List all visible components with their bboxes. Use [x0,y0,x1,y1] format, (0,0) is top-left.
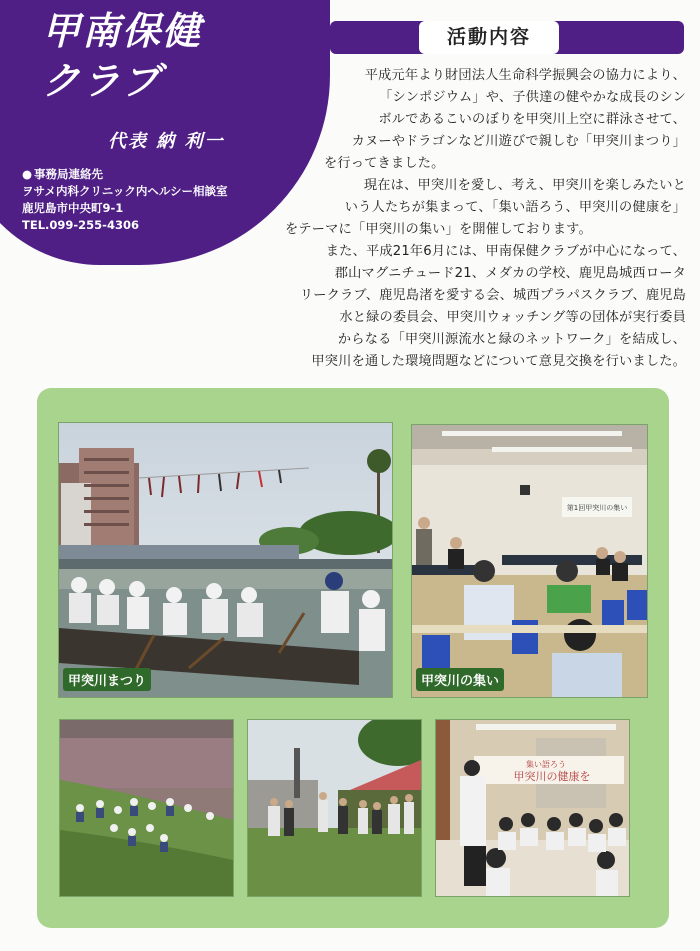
meeting-photo [411,424,648,698]
body-line: 平成元年より財団法人生命科学振興会の協力により、 [364,68,686,83]
body-line: を行ってきました。 [324,156,445,171]
festival-photo [58,422,393,698]
body-line: 水と緑の委員会、甲突川ウォッチング等の団体が実行委員 [339,310,686,325]
body-line: 郡山マグニチュード21、メダカの学校、鹿児島城西ロータ [334,266,686,281]
body-line: をテーマに「甲突川の集い」を開催しております。 [285,222,592,237]
festival-caption: 甲突川まつり [63,668,151,691]
outdoor-photo [247,719,422,897]
banner-text-1: 集い語ろう [526,760,566,769]
meeting-caption: 甲突川の集い [416,668,504,691]
activity-title: 活動内容 [419,21,559,54]
body-line: リークラブ、鹿児島渚を愛する会、城西プラパスクラブ、鹿児島 [299,288,686,303]
meeting-sign: 第1回甲突川の集い [566,504,628,512]
contact-heading: 事務局連絡先 [34,167,104,181]
riverbank-photo [59,719,234,897]
body-line: カヌーやドラゴンなど川遊びで親しむ「甲突川まつり」 [351,134,686,149]
body-line: また、平成21年6月には、甲南保健クラブが中心になって、 [325,244,686,259]
bullet-icon: ● [22,167,33,181]
body-line: ボルであるこいのぼりを甲突川上空に群泳させて、 [378,112,686,127]
body-line: 甲突川を通した環境問題などについて意見交換を行いました。 [311,354,686,369]
body-line: 「シンポジウム」や、子供達の健やかな成長のシン [379,90,686,105]
representative: 代表 納 利一 [108,131,225,152]
banner-text-2: 甲突川の健康を [513,770,591,783]
body-line: からなる「甲突川源流水と緑のネットワーク」を結成し、 [337,332,686,347]
contact-block [22,166,228,234]
contact-address-1: ヲサメ内科クリニック内ヘルシー相談室 [22,184,228,198]
body-line: いう人たちが集まって、「集い語ろう、甲突川の健康を」 [344,200,686,215]
club-title: 甲南保健 クラブ [42,9,203,103]
contact-tel: TEL.099-255-4306 [22,218,139,232]
body-line: 現在は、甲突川を愛し、考え、甲突川を楽しみたいと [363,178,686,193]
contact-address-2: 鹿児島市中央町9-1 [22,201,124,215]
gathering-photo [435,719,630,897]
